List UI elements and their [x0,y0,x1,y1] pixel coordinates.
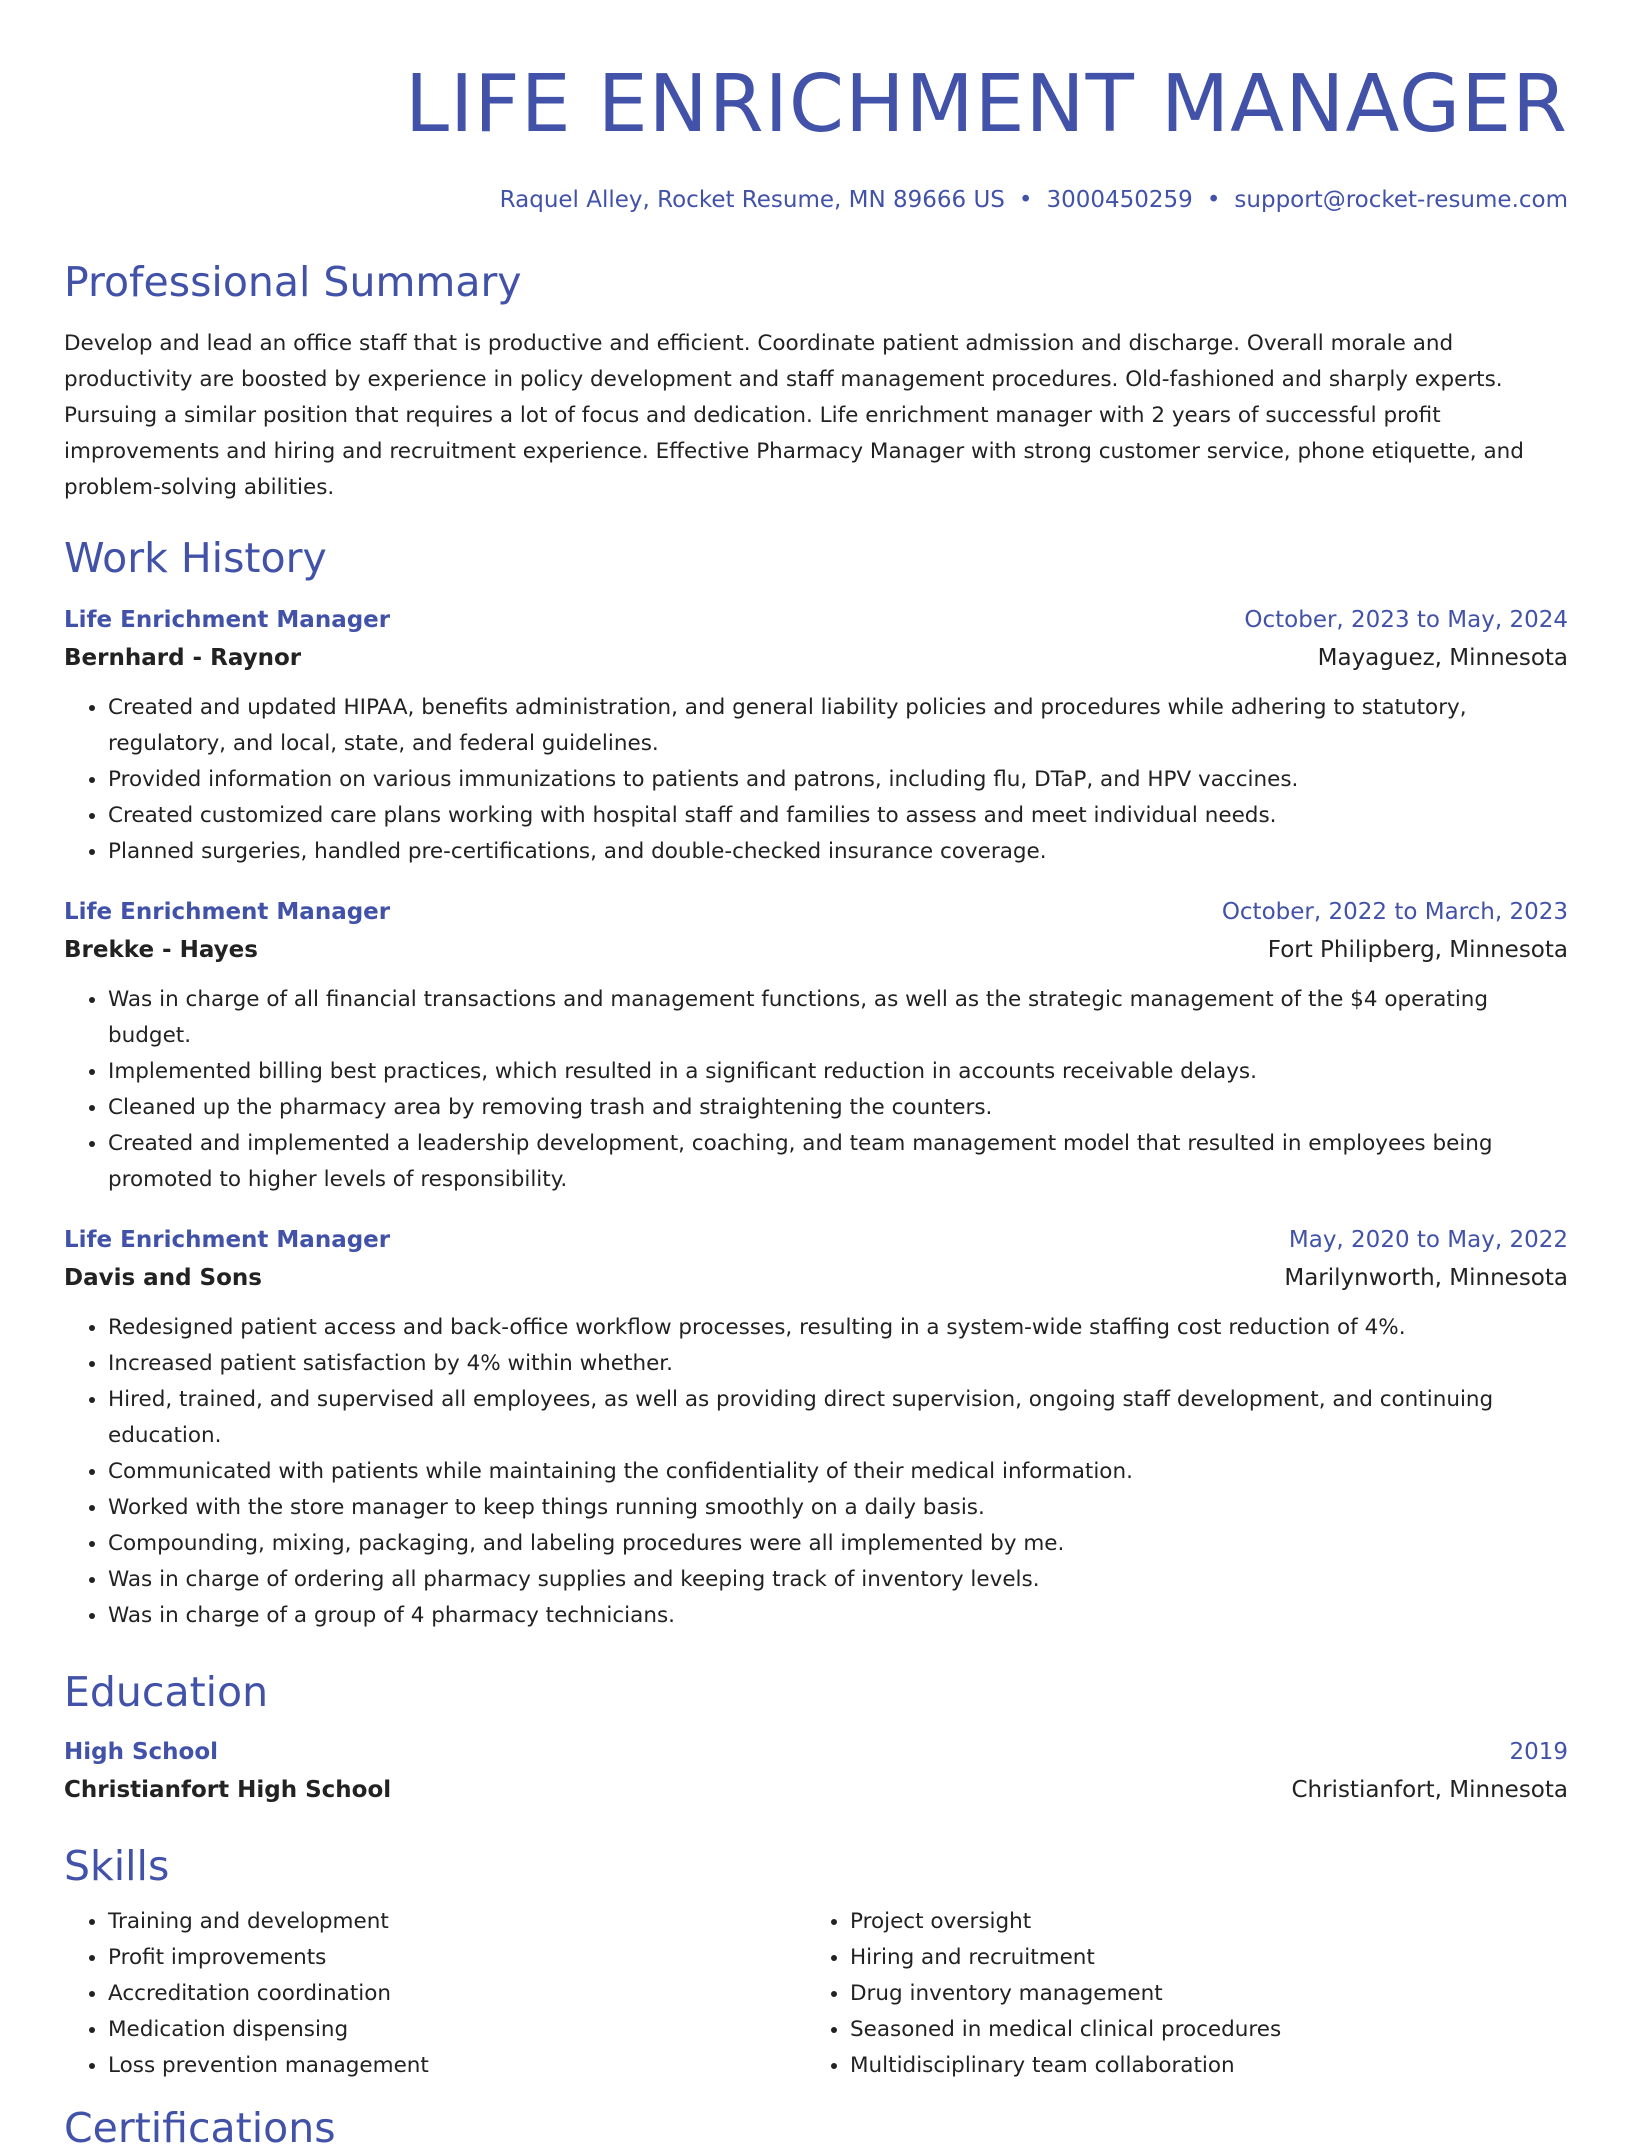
education-school: Christianfort High School [64,1777,392,1803]
job-title: Life Enrichment Manager [64,1227,391,1253]
education-entry [64,1734,1568,1810]
job-title: Life Enrichment Manager [64,899,391,925]
job-bullet: • Redesigned patient access and back-office workflow processes, resulting in a system-wide staffing cost reduction of 4%. [108,1310,1568,1346]
job-title-heading: LIFE ENRICHMENT MANAGER [404,58,1568,150]
education-year: 2019 [1509,1739,1568,1765]
job-company: Davis and Sons [64,1265,262,1291]
skill-item: • Multidisciplinary team collaboration [850,2048,1548,2084]
job-bullet: • Created and implemented a leadership development, coaching, and team management model that resulted in employees being promoted to higher levels of responsibility. [108,1126,1568,1198]
job-bullet: • Implemented billing best practices, which resulted in a significant reduction in accounts receivable delays. [108,1054,1568,1090]
contact-line [64,186,1568,214]
skills-column-right [806,1904,1548,2084]
job-bullet: • Was in charge of ordering all pharmacy supplies and keeping track of inventory levels. [108,1562,1568,1598]
skill-item: • Seasoned in medical clinical procedures [850,2012,1548,2048]
job-entry [64,602,1568,870]
job-location: Fort Philipberg, Minnesota [1267,937,1568,963]
education-location: Christianfort, Minnesota [1291,1777,1568,1803]
resume-header [64,0,1568,214]
job-dates: October, 2022 to March, 2023 [1221,899,1568,925]
job-bullets [64,982,1568,1198]
job-bullet: • Provided information on various immunizations to patients and patrons, including flu, DTaP, and HPV vaccines. [108,762,1568,798]
skills-heading: Skills [64,1842,170,1890]
job-bullets [64,1310,1568,1634]
skill-item: • Training and development [108,1904,806,1940]
contact-address: Raquel Alley, Rocket Resume, MN 89666 US [499,187,1005,213]
contact-separator: • [1206,187,1221,213]
job-dates: October, 2023 to May, 2024 [1244,607,1568,633]
job-bullet: • Planned surgeries, handled pre-certifications, and double-checked insurance coverage. [108,834,1568,870]
summary-text: Develop and lead an office staff that is productive and efficient. Coordinate patient admission and discharge. Overall morale and productivity are boosted by experience in policy development and staff management procedures. Old-fashioned and sharply experts. Pursuing a similar position that requires a lot of focus and dedication. Life enrichment manager with 2 years of successful profit improvements and hiring and recruitment experience. Effective Pharmacy Manager with strong customer service, phone etiquette, and problem-solving abilities. [64,331,1524,500]
skills-column-left [64,1904,806,2084]
skill-item: • Accreditation coordination [108,1976,806,2012]
skill-item: • Hiring and recruitment [850,1940,1548,1976]
job-location: Marilynworth, Minnesota [1284,1265,1568,1291]
job-bullet: • Cleaned up the pharmacy area by removing trash and straightening the counters. [108,1090,1568,1126]
job-bullet: • Was in charge of all financial transactions and management functions, as well as the strategic management of the $4 operating budget. [108,982,1568,1054]
contact-phone: 3000450259 [1046,187,1193,213]
job-bullet: • Worked with the store manager to keep things running smoothly on a daily basis. [108,1490,1568,1526]
job-company: Bernhard - Raynor [64,645,302,671]
job-location: Mayaguez, Minnesota [1317,645,1568,671]
job-bullet: • Communicated with patients while maintaining the confidentiality of their medical information. [108,1454,1568,1490]
skill-item: • Drug inventory management [850,1976,1548,2012]
work-history-heading: Work History [64,534,327,582]
contact-separator: • [1018,187,1033,213]
job-bullets [64,690,1568,870]
job-bullet: • Compounding, mixing, packaging, and labeling procedures were all implemented by me. [108,1526,1568,1562]
skill-item: • Project oversight [850,1904,1548,1940]
skill-item: • Loss prevention management [108,2048,806,2084]
job-dates: May, 2020 to May, 2022 [1288,1227,1568,1253]
job-entry [64,1222,1568,1634]
job-entry [64,894,1568,1198]
job-company: Brekke - Hayes [64,937,258,963]
job-bullet: • Was in charge of a group of 4 pharmacy technicians. [108,1598,1568,1634]
job-bullet: • Increased patient satisfaction by 4% within whether. [108,1346,1568,1382]
skill-item: • Medication dispensing [108,2012,806,2048]
job-bullet: • Created and updated HIPAA, benefits administration, and general liability policies and procedures while adhering to statutory, regulatory, and local, state, and federal guidelines. [108,690,1568,762]
education-heading: Education [64,1668,269,1716]
skills-list [64,1904,1568,2084]
skill-item: • Profit improvements [108,1940,806,1976]
job-bullet: • Created customized care plans working with hospital staff and families to assess and meet individual needs. [108,798,1568,834]
job-title: Life Enrichment Manager [64,607,391,633]
next-section-heading: Certifications [64,2104,336,2152]
summary-heading: Professional Summary [64,258,522,306]
job-bullet: • Hired, trained, and supervised all employees, as well as providing direct supervision, ongoing staff development, and continuing education. [108,1382,1568,1454]
contact-email: support@rocket-resume.com [1234,187,1568,213]
education-degree: High School [64,1739,219,1765]
